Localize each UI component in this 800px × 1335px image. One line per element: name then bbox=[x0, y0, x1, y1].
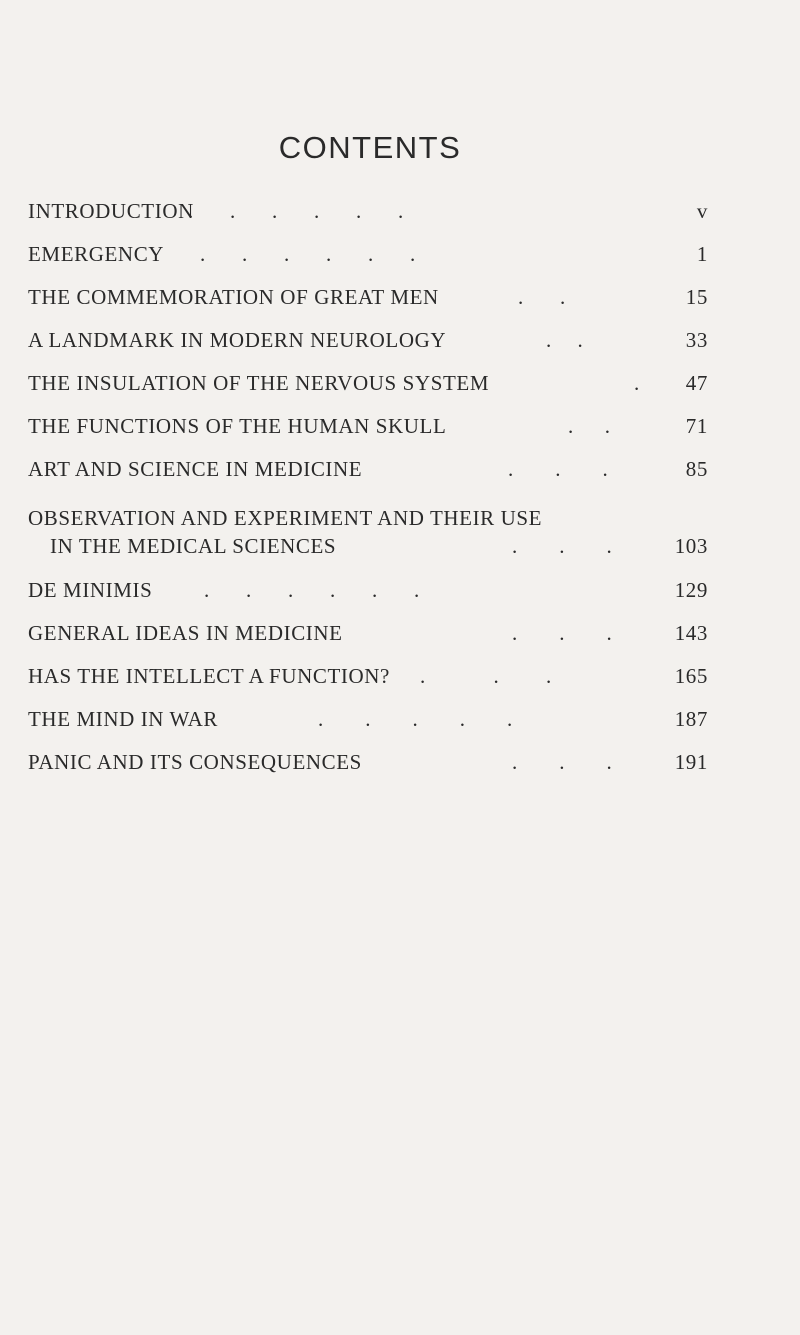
dot-leader: . . . . . . bbox=[188, 199, 404, 223]
entry-title: A LANDMARK IN MODERN NEUROLOGY bbox=[28, 328, 447, 352]
entry-page-number: 33 bbox=[685, 328, 708, 352]
toc-entry-introduction bbox=[28, 197, 708, 225]
entry-page-number: 47 bbox=[685, 371, 708, 395]
toc-entry-skull bbox=[28, 412, 708, 440]
toc-entry-landmark bbox=[28, 326, 708, 354]
dot-leader: . . bbox=[568, 414, 610, 438]
dot-leader: . . . bbox=[512, 534, 612, 558]
dot-leader: . . . . . . bbox=[200, 242, 416, 266]
dot-leader: . . bbox=[546, 328, 583, 352]
entry-title: OBSERVATION AND EXPERIMENT AND THEIR USE bbox=[28, 506, 543, 530]
toc-entry-insulation bbox=[28, 369, 708, 397]
entry-title-continued: IN THE MEDICAL SCIENCES bbox=[50, 534, 337, 558]
entry-title: INTRODUCTION bbox=[28, 199, 194, 223]
toc-entry-mind-in-war bbox=[28, 705, 708, 733]
dot-leader: . . . bbox=[508, 457, 608, 481]
entry-page-number: 15 bbox=[685, 285, 708, 309]
entry-title: THE COMMEMORATION OF GREAT MEN bbox=[28, 285, 439, 309]
entry-page-number: 191 bbox=[674, 750, 708, 774]
entry-page-number: 129 bbox=[674, 578, 708, 602]
entry-title: EMERGENCY bbox=[28, 242, 165, 266]
entry-page-number: 187 bbox=[674, 707, 708, 731]
toc-entry-panic bbox=[28, 748, 708, 776]
entry-title: HAS THE INTELLECT A FUNCTION? bbox=[28, 664, 390, 688]
toc-entry-art-science bbox=[28, 455, 708, 483]
toc-entry-intellect bbox=[28, 662, 708, 690]
entry-title: THE INSULATION OF THE NERVOUS SYSTEM bbox=[28, 371, 490, 395]
dot-leader: . . . . . bbox=[318, 707, 513, 731]
dot-leader: . . . bbox=[420, 664, 552, 688]
dot-leader: . . . bbox=[512, 621, 612, 645]
entry-page-number: 85 bbox=[685, 457, 708, 481]
entry-title: THE FUNCTIONS OF THE HUMAN SKULL bbox=[28, 414, 447, 438]
entry-page-number: 71 bbox=[685, 414, 708, 438]
toc-entry-general-ideas bbox=[28, 619, 708, 647]
entry-title: GENERAL IDEAS IN MEDICINE bbox=[28, 621, 343, 645]
dot-leader: . . bbox=[518, 285, 566, 309]
entry-page-number: 165 bbox=[674, 664, 708, 688]
toc-entry-commemoration bbox=[28, 283, 708, 311]
page-title: CONTENTS bbox=[278, 130, 462, 165]
entry-title: ART AND SCIENCE IN MEDICINE bbox=[28, 457, 363, 481]
toc-entry-de-minimis bbox=[28, 576, 708, 604]
toc-entry-observation bbox=[28, 504, 708, 532]
toc-entry-emergency bbox=[28, 240, 708, 268]
entry-page-number: 103 bbox=[674, 534, 708, 558]
entry-page-number: v bbox=[696, 199, 708, 223]
entry-page-number: 1 bbox=[696, 242, 708, 266]
entry-page-number: 143 bbox=[674, 621, 708, 645]
dot-leader: . . . bbox=[512, 750, 612, 774]
dot-leader: . bbox=[634, 371, 640, 395]
entry-title: PANIC AND ITS CONSEQUENCES bbox=[28, 750, 362, 774]
dot-leader: . . . . . . bbox=[204, 578, 420, 602]
entry-title: DE MINIMIS bbox=[28, 578, 153, 602]
entry-title: THE MIND IN WAR bbox=[28, 707, 219, 731]
